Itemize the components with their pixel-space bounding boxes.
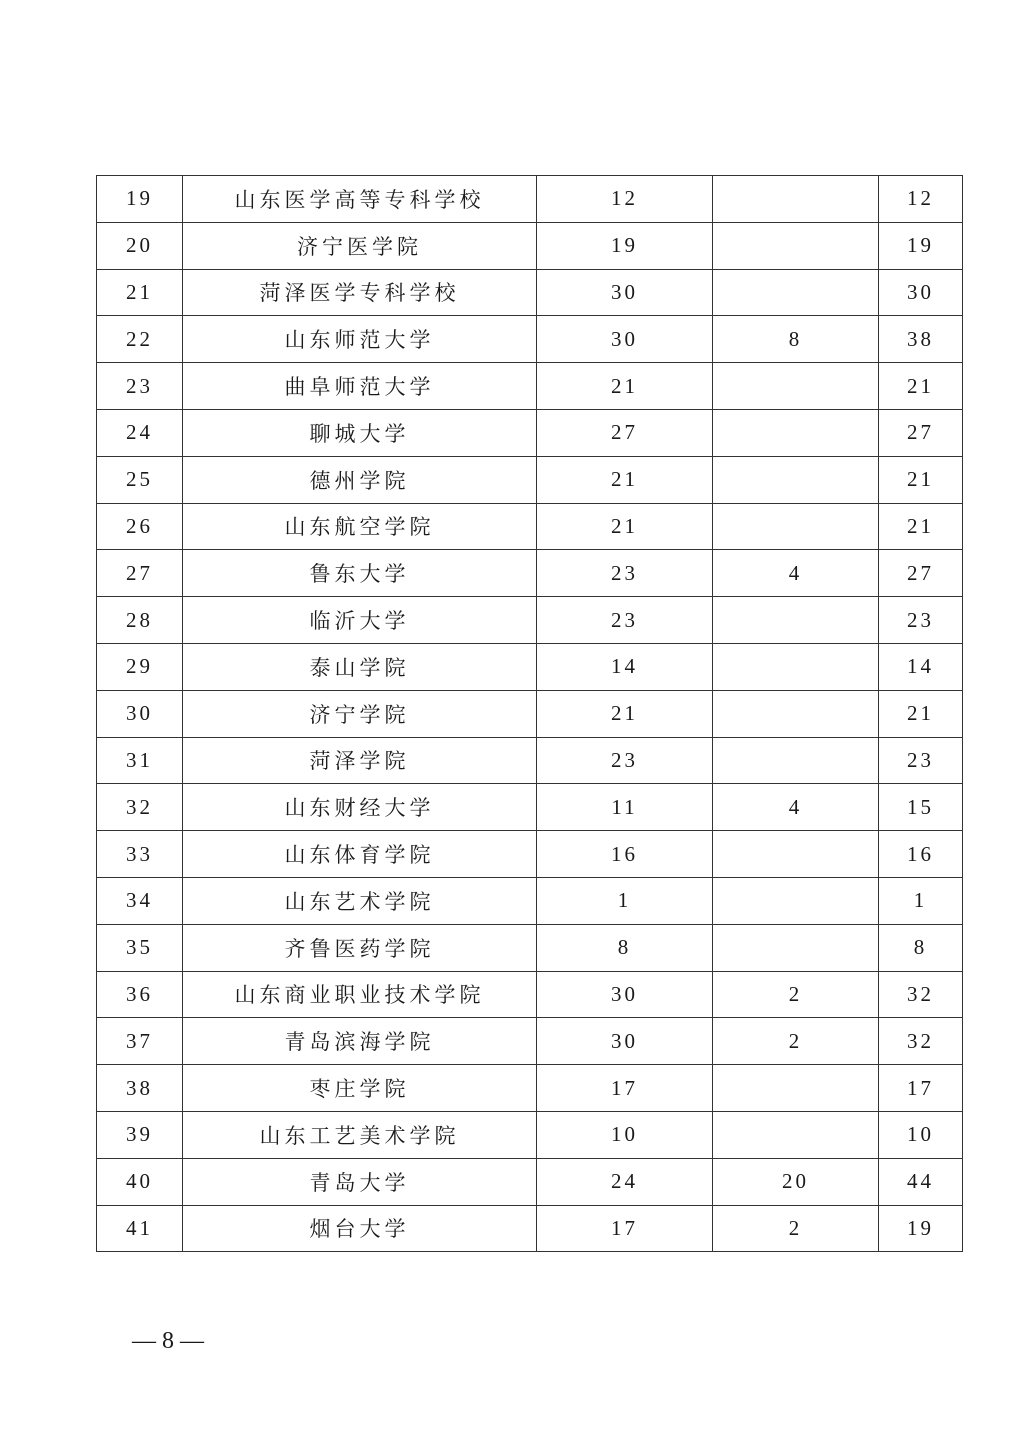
- total-cell: 44: [879, 1158, 963, 1205]
- institution-name-cell: 山东艺术学院: [183, 877, 537, 924]
- row-number-cell: 27: [97, 550, 183, 597]
- page-number: — 8 —: [132, 1328, 204, 1354]
- total-cell: 16: [879, 831, 963, 878]
- institution-name-cell: 青岛大学: [183, 1158, 537, 1205]
- row-number-cell: 19: [97, 176, 183, 223]
- table-row: [97, 784, 963, 831]
- total-cell: 8: [879, 924, 963, 971]
- count-b-cell: [713, 597, 879, 644]
- count-b-cell: [713, 924, 879, 971]
- institution-name-cell: 山东商业职业技术学院: [183, 971, 537, 1018]
- table-row: [97, 316, 963, 363]
- row-number-cell: 40: [97, 1158, 183, 1205]
- table-row: [97, 877, 963, 924]
- count-a-cell: 17: [537, 1205, 713, 1252]
- institution-name-cell: 临沂大学: [183, 597, 537, 644]
- count-b-cell: [713, 877, 879, 924]
- institution-name-cell: 山东体育学院: [183, 831, 537, 878]
- table-row: [97, 737, 963, 784]
- table-row: [97, 269, 963, 316]
- count-a-cell: 21: [537, 363, 713, 410]
- row-number-cell: 34: [97, 877, 183, 924]
- count-a-cell: 10: [537, 1111, 713, 1158]
- count-a-cell: 19: [537, 222, 713, 269]
- table-row: [97, 831, 963, 878]
- row-number-cell: 29: [97, 643, 183, 690]
- count-a-cell: 21: [537, 456, 713, 503]
- count-a-cell: 21: [537, 690, 713, 737]
- count-b-cell: [713, 222, 879, 269]
- institution-name-cell: 山东航空学院: [183, 503, 537, 550]
- count-b-cell: [713, 1111, 879, 1158]
- total-cell: 21: [879, 456, 963, 503]
- count-a-cell: 27: [537, 409, 713, 456]
- row-number-cell: 30: [97, 690, 183, 737]
- total-cell: 17: [879, 1065, 963, 1112]
- table-row: [97, 550, 963, 597]
- count-a-cell: 23: [537, 737, 713, 784]
- institution-name-cell: 济宁学院: [183, 690, 537, 737]
- count-a-cell: 8: [537, 924, 713, 971]
- count-b-cell: 8: [713, 316, 879, 363]
- count-a-cell: 16: [537, 831, 713, 878]
- count-a-cell: 17: [537, 1065, 713, 1112]
- total-cell: 19: [879, 222, 963, 269]
- total-cell: 23: [879, 597, 963, 644]
- row-number-cell: 35: [97, 924, 183, 971]
- total-cell: 27: [879, 409, 963, 456]
- table-row: [97, 409, 963, 456]
- institution-name-cell: 德州学院: [183, 456, 537, 503]
- institution-name-cell: 泰山学院: [183, 643, 537, 690]
- table-body: [97, 176, 963, 1252]
- count-a-cell: 14: [537, 643, 713, 690]
- row-number-cell: 33: [97, 831, 183, 878]
- institution-name-cell: 济宁医学院: [183, 222, 537, 269]
- institution-name-cell: 鲁东大学: [183, 550, 537, 597]
- count-b-cell: [713, 831, 879, 878]
- institution-name-cell: 山东医学高等专科学校: [183, 176, 537, 223]
- institution-name-cell: 菏泽学院: [183, 737, 537, 784]
- total-cell: 21: [879, 690, 963, 737]
- institution-name-cell: 山东师范大学: [183, 316, 537, 363]
- count-b-cell: 2: [713, 1205, 879, 1252]
- table-row: [97, 1065, 963, 1112]
- row-number-cell: 39: [97, 1111, 183, 1158]
- total-cell: 23: [879, 737, 963, 784]
- table-row: [97, 1205, 963, 1252]
- total-cell: 21: [879, 503, 963, 550]
- count-b-cell: 4: [713, 784, 879, 831]
- row-number-cell: 22: [97, 316, 183, 363]
- row-number-cell: 41: [97, 1205, 183, 1252]
- table-row: [97, 597, 963, 644]
- institution-name-cell: 曲阜师范大学: [183, 363, 537, 410]
- table-row: [97, 971, 963, 1018]
- table-row: [97, 924, 963, 971]
- count-b-cell: [713, 176, 879, 223]
- total-cell: 27: [879, 550, 963, 597]
- count-a-cell: 30: [537, 971, 713, 1018]
- count-b-cell: 2: [713, 1018, 879, 1065]
- total-cell: 10: [879, 1111, 963, 1158]
- count-b-cell: 20: [713, 1158, 879, 1205]
- count-a-cell: 1: [537, 877, 713, 924]
- total-cell: 19: [879, 1205, 963, 1252]
- row-number-cell: 31: [97, 737, 183, 784]
- institution-name-cell: 山东财经大学: [183, 784, 537, 831]
- count-b-cell: [713, 503, 879, 550]
- row-number-cell: 38: [97, 1065, 183, 1112]
- institution-name-cell: 烟台大学: [183, 1205, 537, 1252]
- table-row: [97, 1018, 963, 1065]
- row-number-cell: 26: [97, 503, 183, 550]
- institution-name-cell: 齐鲁医药学院: [183, 924, 537, 971]
- table-row: [97, 503, 963, 550]
- table-row: [97, 456, 963, 503]
- institution-name-cell: 枣庄学院: [183, 1065, 537, 1112]
- row-number-cell: 24: [97, 409, 183, 456]
- table-row: [97, 176, 963, 223]
- table-row: [97, 690, 963, 737]
- institution-name-cell: 菏泽医学专科学校: [183, 269, 537, 316]
- institution-name-cell: 山东工艺美术学院: [183, 1111, 537, 1158]
- row-number-cell: 37: [97, 1018, 183, 1065]
- total-cell: 32: [879, 1018, 963, 1065]
- count-a-cell: 21: [537, 503, 713, 550]
- count-b-cell: [713, 409, 879, 456]
- row-number-cell: 36: [97, 971, 183, 1018]
- table-row: [97, 643, 963, 690]
- count-b-cell: [713, 737, 879, 784]
- allocation-table: [96, 175, 963, 1252]
- row-number-cell: 20: [97, 222, 183, 269]
- count-b-cell: [713, 269, 879, 316]
- total-cell: 1: [879, 877, 963, 924]
- count-a-cell: 23: [537, 597, 713, 644]
- count-a-cell: 30: [537, 316, 713, 363]
- count-b-cell: 2: [713, 971, 879, 1018]
- row-number-cell: 23: [97, 363, 183, 410]
- count-b-cell: [713, 363, 879, 410]
- count-b-cell: [713, 690, 879, 737]
- total-cell: 12: [879, 176, 963, 223]
- count-a-cell: 23: [537, 550, 713, 597]
- count-b-cell: [713, 643, 879, 690]
- count-a-cell: 30: [537, 269, 713, 316]
- count-a-cell: 24: [537, 1158, 713, 1205]
- total-cell: 30: [879, 269, 963, 316]
- institution-name-cell: 聊城大学: [183, 409, 537, 456]
- institution-name-cell: 青岛滨海学院: [183, 1018, 537, 1065]
- total-cell: 32: [879, 971, 963, 1018]
- table-row: [97, 1158, 963, 1205]
- row-number-cell: 32: [97, 784, 183, 831]
- row-number-cell: 21: [97, 269, 183, 316]
- row-number-cell: 28: [97, 597, 183, 644]
- count-a-cell: 12: [537, 176, 713, 223]
- count-b-cell: [713, 456, 879, 503]
- count-b-cell: 4: [713, 550, 879, 597]
- count-a-cell: 11: [537, 784, 713, 831]
- total-cell: 38: [879, 316, 963, 363]
- table-row: [97, 222, 963, 269]
- count-b-cell: [713, 1065, 879, 1112]
- row-number-cell: 25: [97, 456, 183, 503]
- table-row: [97, 1111, 963, 1158]
- table-row: [97, 363, 963, 410]
- count-a-cell: 30: [537, 1018, 713, 1065]
- total-cell: 21: [879, 363, 963, 410]
- total-cell: 14: [879, 643, 963, 690]
- total-cell: 15: [879, 784, 963, 831]
